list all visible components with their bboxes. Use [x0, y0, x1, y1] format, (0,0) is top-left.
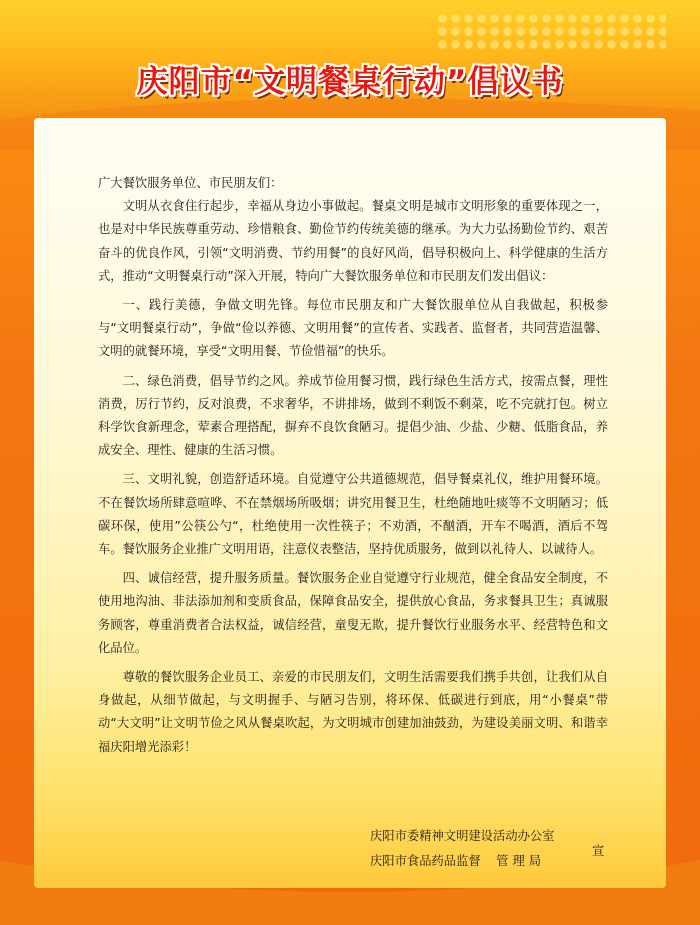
closing-paragraph: 尊敬的餐饮服务企业员工、亲爱的市民朋友们，文明生活需要我们携手共创，让我们从自身做起，从细节做起，与文明握手、与陋习告别，将环保、低碳进行到底，用“小餐桌”带动“大文明”让文明节俭之风从餐桌吹起，为文明城市创建加油鼓劲，为建设美丽文明、和谐幸福庆阳增光添彩！: [98, 670, 608, 754]
section-4: 四、诚信经营，提升服务质量。餐饮服务企业自觉遵守行业规范，健全食品安全制度，不使用地沟油、非法添加剂和变质食品，保障食品安全，提供放心食品，务求餐具卫生；真诚服务顾客，尊重消费者合法权益，诚信经营，童叟无欺，提升餐饮行业服务水平、经营特色和文化品位。: [98, 571, 608, 655]
salutation: 广大餐饮服务单位、市民朋友们：: [98, 176, 283, 190]
intro-paragraph: 文明从衣食住行起步，幸福从身边小事做起。餐桌文明是城市文明形象的重要体现之一，也是对中华民族尊重劳动、珍惜粮食、勤俭节约传统美德的继承。为大力弘扬勤俭节约、艰苦奋斗的优良作风，引领“文明消费、节约用餐”的良好风尚，倡导积极向上、科学健康的生活方式，推动“文明餐桌行动”深入开展，特向广大餐饮服务单位和市民朋友们发出倡议：: [98, 199, 608, 283]
letter-body: [98, 172, 608, 759]
section-3: 三、文明礼貌，创造舒适环境。自觉遵守公共道德规范，倡导餐桌礼仪，维护用餐环境。不在餐饮场所肆意喧哗、不在禁烟场所吸烟；讲究用餐卫生，杜绝随地吐痰等不文明陋习；低碳环保，使用”公筷公勺“，杜绝使用一次性筷子；不劝酒，不酗酒，开车不喝酒，酒后不驾车。餐饮服务企业推广文明用语，注意仪表整洁，坚持优质服务，做到以礼待人、以诚待人。: [98, 472, 608, 557]
section-2: 二、绿色消费，倡导节约之风。养成节俭用餐习惯，践行绿色生活方式，按需点餐，理性消费，厉行节约，反对浪费，不求奢华，不讲排场，做到不剩饭不剩菜，吃不完就打包。树立科学饮食新理念，荤素合理搭配，摒弃不良饮食陋习。提倡少油、少盐、少糖、低脂食品，养成安全、理性、健康的生活习惯。: [98, 373, 608, 458]
signature-org-2: 庆阳市食品药品监督 管 理 局: [370, 854, 542, 868]
section-1: 一、践行美德，争做文明先锋。每位市民朋友和广大餐饮服单位从自我做起，积极参与“文明餐桌行动”，争做“俭以养德、文明用餐”的宣传者、实践者、监督者，共同营造温馨、文明的就餐环境，享受“文明用餐、节俭惜福”的快乐。: [98, 298, 608, 359]
signature-mark: 宣: [592, 844, 605, 858]
signature-block: [370, 824, 630, 874]
page-title: 庆阳市“文明餐桌行动”倡议书: [136, 64, 564, 100]
signature-org-1: 庆阳市委精神文明建设活动办公室: [370, 829, 555, 843]
